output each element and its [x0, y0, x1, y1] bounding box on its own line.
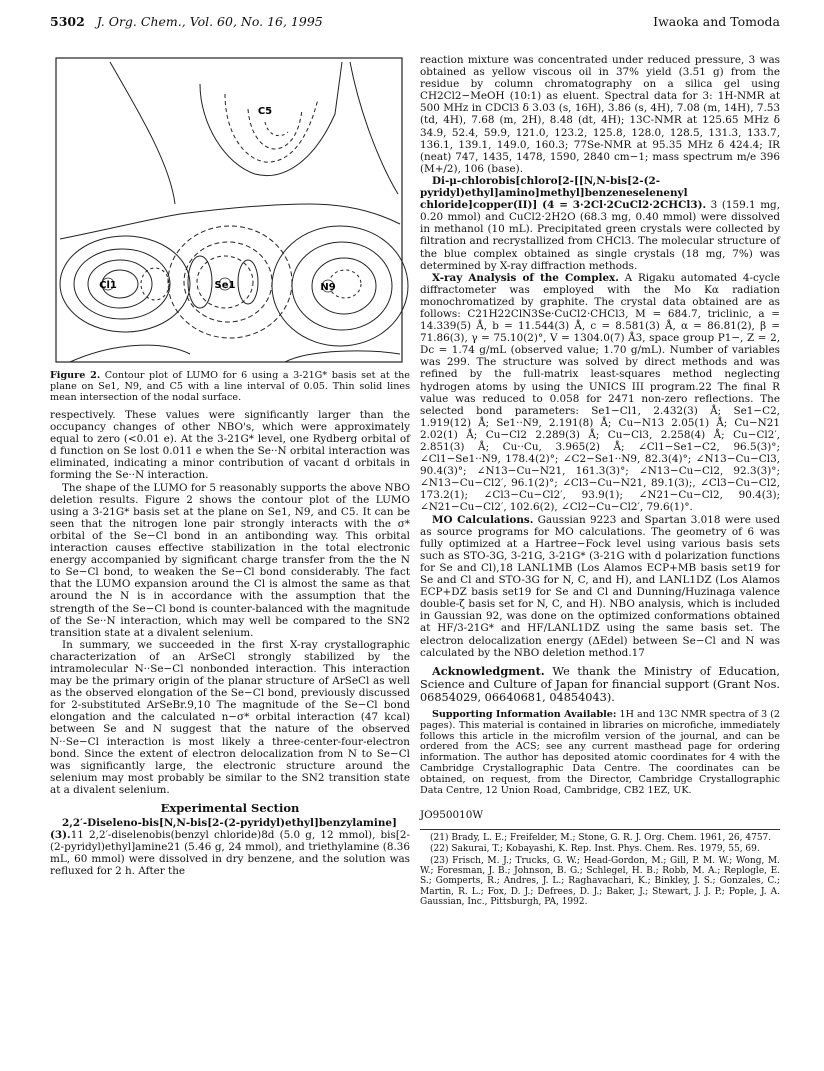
manuscript-id: JO950010W	[420, 808, 484, 821]
atom-label-se1: Se1	[214, 280, 236, 291]
compound-heading: 2,2′-Diseleno-bis[N,N-bis[2-(2-pyridyl)ethyl]benzylamine] (3).	[50, 817, 397, 842]
atom-label-c5: C5	[257, 106, 273, 117]
references-list	[420, 833, 780, 907]
caption-text: Contour plot of LUMO for 6 using a 3-21G* basis set at the plane on Se1, N9, and C5 with a line interval of 0.05. Thin solid lines mean intersection of the nodal surface.	[50, 370, 410, 403]
complex-paragraph	[420, 175, 780, 272]
experimental-body: 11 2,2′-diselenobis(benzyl chloride)8d (5.0 g, 12 mmol), bis[2-(2-pyridyl)ethyl]amine21 (5.46 g, 24 mmol), and triethylamine (8.36 mL, 60 mmol) were dissolved in dry benzene, and the solution was refluxed for 2 h. After the	[50, 829, 410, 878]
acknowledgment-paragraph	[420, 665, 780, 704]
paragraph: respectively. These values were significantly larger than the occupancy changes of other NBO's, which were approximately equal to zero (<0.01 e). At the 3-21G* level, one Rydberg orbital of d function on Se lost 0.011 e when the Se··N orbital interaction was eliminated, indicating a minor contribution of vacant d orbitals in forming the Se··N interaction.	[50, 409, 410, 482]
volume-info: Vol. 60, No. 16, 1995	[189, 14, 323, 29]
mo-heading: MO Calculations.	[432, 513, 534, 526]
caption-label: Figure 2.	[50, 370, 101, 381]
xray-body: A Rigaku automated 4-cycle diffractometer was employed with the Mo Kα radiation monochromatized by graphite. The crystal data obtained are as follows: C21H22ClN3Se·CuCl2·CHCl3, M = 684.7, triclinic, a = 14.339(5) Å, b = 11.544(3) Å, c = 8.581(3) Å, α = 86.81(2), β = 71.86(3), γ = 75.10(2)°, V = 1304.0(7) Å3, space group P1−, Z = 2, Dc = 1.74 g/mL (observed value; 1.70 g/mL). Number of variables was 299. The structure was solved by direct methods and was refined by the full-matrix least-squares method neglecting hydrogen atoms by using the UNICS III program.22 The final R value was reduced to 0.058 for 2471 non-zero reflections. The selected bond parameters: Se1−Cl1, 2.432(3) Å; Se1−C2, 1.919(12) Å; Se1··N9, 2.191(8) Å; Cu−N13 2.05(1) Å; Cu−N21 2.02(1) Å; Cu−Cl2 2.289(3) Å; Cu−Cl3, 2.258(4) Å; Cu−Cl2′, 2.851(3) Å; Cu··Cu, 3.965(2) Å; ∠Cl1−Se1−C2, 96.5(3)°; ∠Cl1−Se1··N9, 178.4(2)°; ∠C2−Se1··N9, 82.3(4)°; ∠N13−Cu−Cl3, 90.4(3)°; ∠N13−Cu−N21, 161.3(3)°; ∠N13−Cu−Cl2, 92.3(3)°; ∠N13−Cu−Cl2′, 96.1(2)°; ∠Cl3−Cu−N21, 89.1(3);, ∠Cl3−Cu−Cl2, 173.2(1); ∠Cl3−Cu−Cl2′, 93.9(1); ∠N21−Cu−Cl2, 90.4(3); ∠N21−Cu−Cl2′, 102.6(2), ∠Cl2−Cu−Cl2′, 79.6(1)°.	[420, 271, 780, 514]
acknowledgment-body: We thank the Ministry of Education, Science and Culture of Japan for financial support (Grant Nos. 06854029, 06640681, 04854043).	[420, 664, 780, 704]
acknowledgment-heading: Acknowledgment.	[432, 663, 545, 678]
left-column	[50, 54, 410, 878]
supporting-info-body: 1H and 13C NMR spectra of 3 (2 pages). This material is contained in libraries on microfiche, immediately follows this article in the microfilm version of the journal, and can be ordered from the ACS; see any current masthead page for ordering information. The author has deposited atomic coordinates for 4 with the Cambridge Crystallographic Data Centre. The coordinates can be obtained, on request, from the Director, Cambridge Crystallographic Data Centre, 12 Union Road, Cambridge, CB2 1EZ, UK.	[420, 708, 780, 797]
complex-heading: Di-μ-chlorobis[chloro[2-[[N,N-bis[2-(2-pyridyl)ethyl]amino]methyl]benzeneselenenyl chloride]copper(II)] (4 = 3·2Cl·2CuCl2·2CHCl3).	[420, 174, 707, 212]
running-header	[50, 14, 780, 32]
xray-heading: X-ray Analysis of the Complex.	[432, 271, 619, 284]
paragraph: In summary, we succeeded in the first X-ray crystallographic characterization of an ArSeCl strongly stabilized by the intramolecular N··Se−Cl nonbonded interaction. This interaction may be the primary origin of the planar structure of ArSeCl as well as the observed elongation of the Se−Cl bond, previously discussed for 2-substituted ArSeBr.9,10 The magnitude of the Se−Cl bond elongation and the calculated n−σ* orbital interaction (47 kcal) between Se and N suggest that the nature of the observed N··Se−Cl interaction is most likely a three-center-four-electron bond. Since the extent of electron delocalization from N to Se−Cl was significantly large, the electronic structure around the selenium may most probably be similar to the SN2 transition state at a divalent selenium.	[50, 638, 410, 796]
page-number: 5302	[50, 14, 85, 29]
contour-plot-svg	[50, 54, 410, 366]
journal-name: J. Org. Chem.,	[96, 14, 186, 29]
header-authors: Iwaoka and Tomoda	[653, 14, 780, 29]
mo-paragraph	[420, 514, 780, 659]
reference-item: (22) Sakurai, T.; Kobayashi, K. Rep. Inst. Phys. Chem. Res. 1979, 55, 69.	[430, 844, 760, 855]
header-left	[50, 14, 323, 29]
mo-body: Gaussian 9223 and Spartan 3.018 were used as source programs for MO calculations. The geometry of 6 was fully optimized at a Hartree−Fock level using various basis sets such as STO-3G, 3-21G, 3-21G* (3-21G with d polarization functions for Se and Cl),18 LANL1MB (Los Alamos ECP+MB basis set19 for Se and Cl and STO-3G for N, C, and H), and LANL1DZ (Los Alamos ECP+DZ basis set19 for Se and Cl and Dunning/Huzinaga valence double-ζ basis set for N, C, and H). NBO analysis, which is included in Gaussian 92, was done on the optimized conformations obtained at HF/3-21G* and HF/LANL1DZ using the same basis set. The electron delocalization energy (ΔEdel) between Se−Cl and N was calculated by the NBO deletion method.17	[420, 513, 780, 659]
reference-item: (23) Frisch, M. J.; Trucks, G. W.; Head-Gordon, M.; Gill, P. M. W.; Wong, M. W.; Foresman, J. B.; Johnson, B. G.; Schlegel, H. B.; Robb, M. A.; Replogle, E. S.; Gomperts, R.; Andres, J. L.; Raghavachari, K.; Binkley, J. S.; Gonzales, C.; Martin, R. L.; Fox, D. J.; Defrees, D. J.; Baker, J.; Stewart, J. J. P.; Pople, J. A. Gaussian, Inc., Pittsburgh, PA, 1992.	[420, 855, 780, 907]
supporting-info-heading: Supporting Information Available:	[432, 708, 617, 720]
complex-body: 3 (159.1 mg, 0.20 mmol) and CuCl2·2H2O (68.3 mg, 0.40 mmol) were dissolved in methanol (10 mL). Precipitated green crystals were collected by filtration and recrystallized from CHCl3. The molecular structure of the blue complex obtained as single crystals (18 mg, 7%) was determined by X-ray diffraction methods.	[420, 199, 780, 272]
figure-caption	[50, 370, 410, 403]
experimental-paragraph	[50, 817, 410, 877]
atom-label-n9: N9	[320, 282, 336, 293]
paragraph: reaction mixture was concentrated under reduced pressure, 3 was obtained as yellow viscous oil in 37% yield (3.51 g) from the residue by column chromatography on a silica gel using CH2Cl2−MeOH (10:1) as eluent. Spectral data for 3: 1H-NMR at 500 MHz in CDCl3 δ 3.03 (s, 16H), 3.86 (s, 4H), 7.08 (m, 14H), 7.53 (td, 4H), 7.68 (m, 2H), 8.48 (dt, 4H); 13C-NMR at 125.65 MHz δ 34.9, 52.4, 59.9, 121.0, 123.2, 125.8, 128.0, 128.5, 131.3, 133.7, 136.1, 139.1, 149.0, 160.3; 77Se-NMR at 95.35 MHz δ 424.4; IR (neat) 747, 1435, 1478, 1590, 2840 cm−1; mass spectrum m/e 396 (M+/2), 106 (base).	[420, 54, 780, 175]
atom-label-cl1: Cl1	[99, 280, 117, 291]
xray-paragraph	[420, 272, 780, 514]
paragraph: The shape of the LUMO for 5 reasonably supports the above NBO deletion results. Figure 2 shows the contour plot of the LUMO using a 3-21G* basis set at the plane on Se1, N9, and C5. It can be seen that the nitrogen lone pair strongly interacts with the σ* orbital of the Se−Cl bond in an antibonding way. This orbital interaction causes effective stabilization in the total electronic energy accompanied by significant charge transfer from the the N to Se−Cl bond, to weaken the Se−Cl bond considerably. The fact that the LUMO expansion around the Cl is almost the same as that around the N is in accordance with the assumption that the strength of the Se−Cl bond is counter-balanced with the magnitude of the Se··N interaction, which may well be compared to the SN2 transition state at a divalent selenium.	[50, 481, 410, 639]
section-title: Experimental Section	[160, 801, 300, 815]
figure-2-contour-plot	[50, 54, 410, 366]
supporting-info-paragraph	[420, 710, 780, 797]
reference-item: (21) Brady, L. E.; Freifelder, M.; Stone, G. R. J. Org. Chem. 1961, 26, 4757.	[430, 833, 772, 844]
references-divider	[420, 829, 780, 830]
right-column	[420, 54, 780, 908]
